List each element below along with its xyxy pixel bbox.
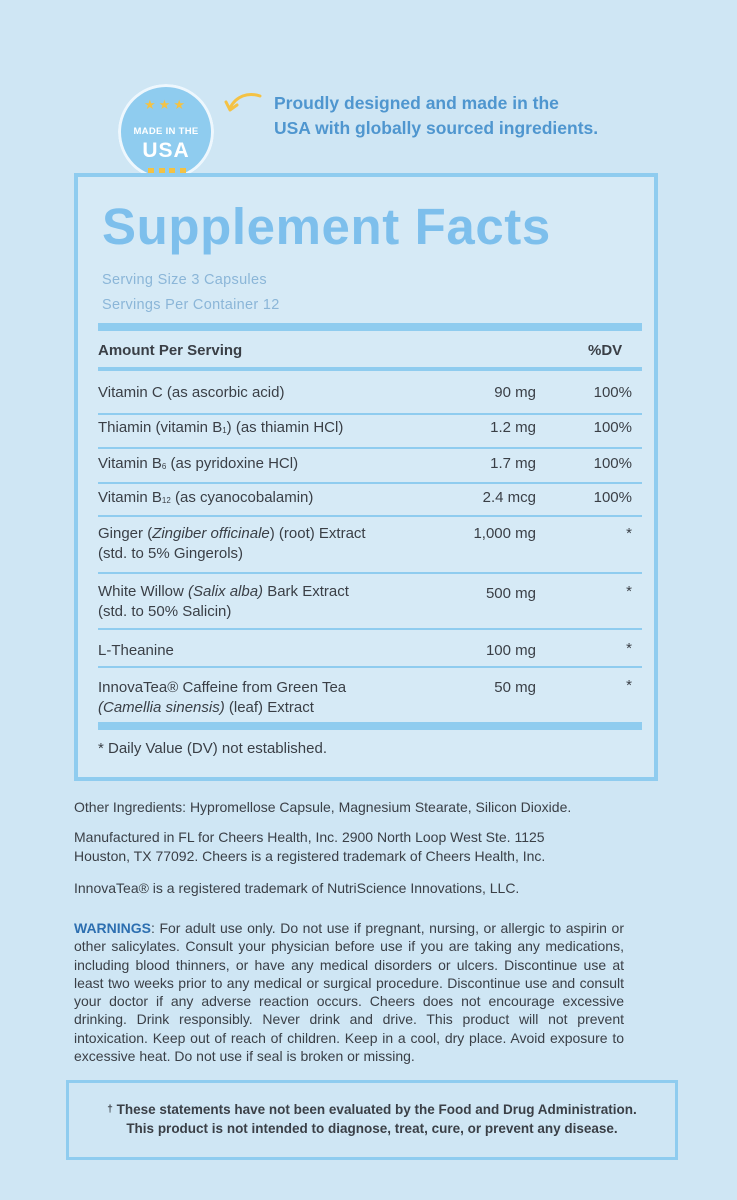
made-in-usa-tagline [274, 91, 674, 141]
nutrient-name: Vitamin C (as ascorbic acid) [98, 384, 285, 401]
badge-line-2: USA [142, 139, 190, 162]
warnings-text: WARNINGS: For adult use only. Do not use if pregnant, nursing, or allergic to aspirin or other salicylates. Consult your physician before use if you are taking any medications, including blood thinners, or have any medical disorders or ulcers. Discontinue use at least two weeks prior to any medical or surgical procedure. Discontinue use and consult your doctor if any adverse reaction occurs. Cheers does not encourage excessive drinking. Drink responsibly. Never drink and drive. This product will not prevent intoxication. Keep out of reach of children. Keep in a cool, dry place. Avoid exposure to excessive heat. Do not use if seal is broken or missing. [74, 920, 624, 1065]
serving-size: Serving Size 3 Capsules [102, 272, 267, 288]
curved-arrow-icon [224, 90, 264, 118]
nutrient-dv: * [626, 677, 632, 694]
nutrient-dv: 100% [593, 384, 632, 401]
row-divider [98, 572, 642, 574]
divider-thick-bottom [98, 722, 642, 730]
nutrient-name: White Willow (Salix alba) Bark Extract (std. to 50% Salicin) [98, 583, 349, 620]
divider-header [98, 367, 642, 371]
nutrient-dv: * [626, 583, 632, 600]
nutrient-amount: 50 mg [494, 679, 536, 696]
warnings-label: WARNINGS [74, 920, 151, 936]
fda-disclaimer: † These statements have not been evaluated by the Food and Drug Administration. This product is not intended to diagnose, treat, cure, or prevent any disease. [66, 1080, 678, 1160]
row-divider [98, 666, 642, 668]
nutrient-name: InnovaTea® Caffeine from Green Tea (Camellia sinensis) (leaf) Extract [98, 679, 347, 716]
dagger-symbol: † [107, 1104, 113, 1115]
servings-per-container: Servings Per Container 12 [102, 297, 280, 313]
facts-title: Supplement Facts [102, 198, 551, 255]
trademark-note: InnovaTea® is a registered trademark of NutriScience Innovations, LLC. [74, 880, 520, 896]
nutrient-amount: 1,000 mg [473, 525, 536, 542]
nutrient-dv: 100% [593, 419, 632, 436]
nutrient-amount: 1.2 mg [490, 419, 536, 436]
nutrient-name: Vitamin B6 (as pyridoxine HCl) [98, 455, 299, 472]
stars-icon: ★★★ [144, 98, 188, 113]
row-divider [98, 628, 642, 630]
dv-footnote: * Daily Value (DV) not established. [98, 740, 327, 757]
badge-line-1: MADE IN THE [133, 126, 199, 137]
divider-thick [98, 323, 642, 331]
supplement-facts-panel [74, 173, 658, 781]
other-ingredients: Other Ingredients: Hypromellose Capsule, Magnesium Stearate, Silicon Dioxide. [74, 799, 572, 815]
nutrient-dv: 100% [593, 455, 632, 472]
nutrient-amount: 2.4 mcg [482, 489, 536, 506]
nutrient-name: Vitamin B12 (as cyanocobalamin) [98, 489, 314, 506]
nutrient-name: Thiamin (vitamin B1) (as thiamin HCl) [98, 419, 344, 436]
nutrient-amount: 1.7 mg [490, 455, 536, 472]
nutrient-amount: 500 mg [485, 585, 536, 602]
nutrient-amount: 100 mg [485, 642, 536, 659]
row-divider [98, 515, 642, 517]
made-in-usa-badge [118, 84, 214, 180]
tagline-line-2: USA with globally sourced ingredients. [274, 118, 599, 138]
nutrient-amount: 90 mg [494, 384, 536, 401]
row-divider [98, 413, 642, 415]
nutrient-dv: * [626, 525, 632, 542]
nutrient-dv: 100% [593, 489, 632, 506]
daily-value-header: %DV [588, 342, 623, 359]
row-divider [98, 447, 642, 449]
manufacturer-info: Manufactured in FL for Cheers Health, Inc. 2900 North Loop West Ste. 1125 Houston, TX 77092. Cheers is a registered trademark of Cheers Health, Inc. [74, 829, 546, 864]
nutrient-dv: * [626, 640, 632, 657]
amount-per-serving-header: Amount Per Serving [98, 342, 243, 359]
nutrient-name: L-Theanine [98, 642, 174, 659]
nutrient-name: Ginger (Zingiber officinale) (root) Extract (std. to 5% Gingerols) [98, 525, 366, 562]
tagline-line-1: Proudly designed and made in the [274, 93, 559, 113]
row-divider [98, 482, 642, 484]
